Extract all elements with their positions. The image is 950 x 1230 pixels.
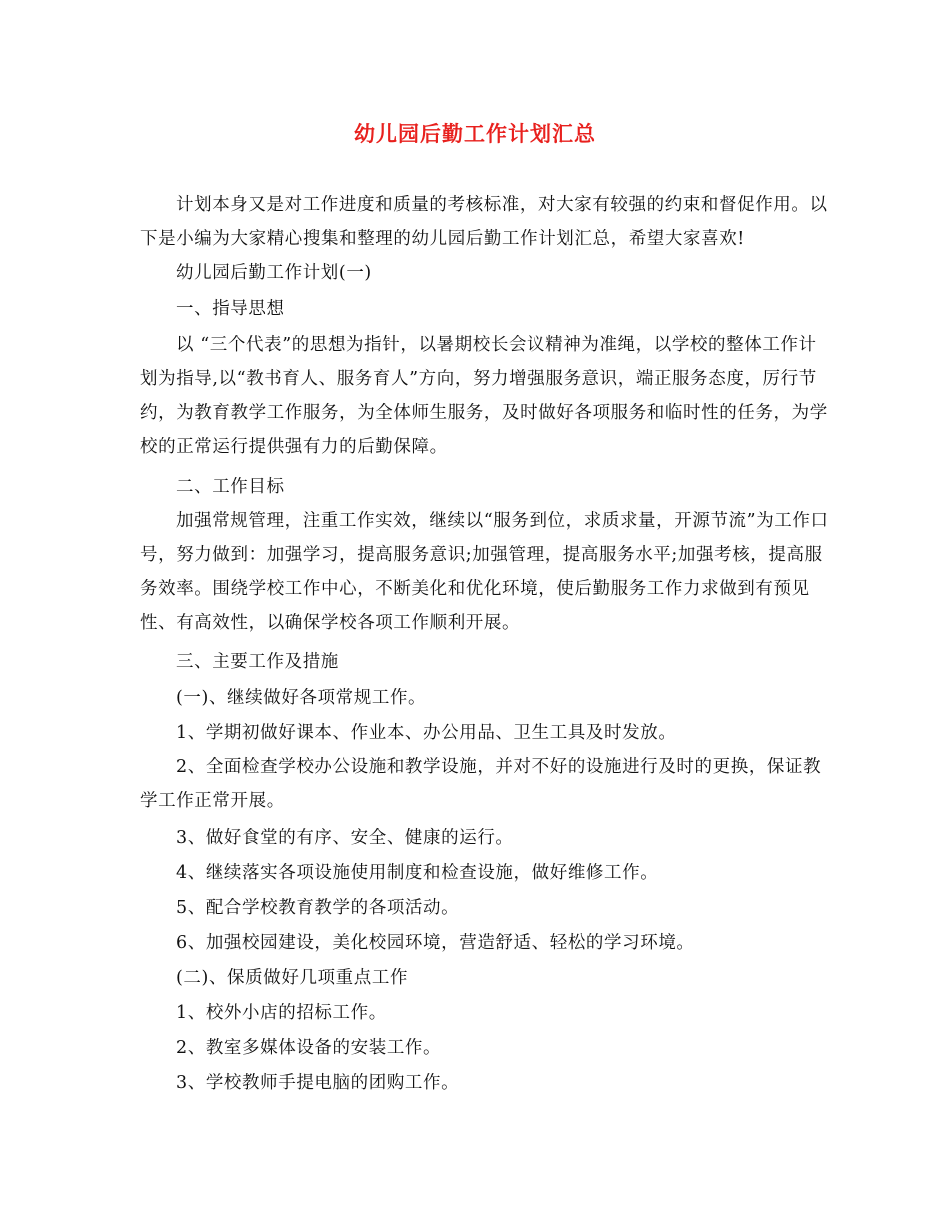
list-item: 2、教室多媒体设备的安装工作。 [176,1038,442,1058]
list-item: 2、全面检查学校办公设施和教学设施，并对不好的设施进行及时的更换，保证教学工作正常开展。 [140,757,822,811]
subsection-1-heading: (一)、继续做好各项常规工作。 [176,688,427,708]
list-item: 5、配合学校教育教学的各项活动。 [176,898,460,918]
list-item: 4、继续落实各项设施使用制度和检查设施，做好维修工作。 [176,863,659,883]
list-item: 3、学校教师手提电脑的团购工作。 [176,1073,460,1093]
list-item: 6、加强校园建设，美化校园环境，营造舒适、轻松的学习环境。 [176,933,695,953]
list-item: 1、校外小店的招标工作。 [176,1003,387,1023]
intro-paragraph: 计划本身又是对工作进度和质量的考核标准，对大家有较强的约束和督促作用。以下是小编为大家精心搜集和整理的幼儿园后勤工作计划汇总，希望大家喜欢! [140,195,828,249]
page-title: 幼儿园后勤工作计划汇总 [354,122,596,146]
section-2-body: 加强常规管理，注重工作实效，继续以“服务到位，求质求量，开源节流”为工作口号，努力做到：加强学习，提高服务意识;加强管理，提高服务水平;加强考核，提高服务效率。围绕学校工作中心，不断美化和优化环境，使后勤服务工作力求做到有预见性、有高效性，以确保学校各项工作顺利开展。 [140,511,829,633]
plan-heading: 幼儿园后勤工作计划(一) [176,263,372,283]
list-item: 3、做好食堂的有序、安全、健康的运行。 [176,828,514,848]
subsection-2-heading: (二)、保质做好几项重点工作 [176,968,409,988]
section-1-heading: 一、指导思想 [176,299,285,319]
list-item: 1、学期初做好课本、作业本、办公用品、卫生工具及时发放。 [176,723,677,743]
section-2-heading: 二、工作目标 [176,477,285,497]
section-3-heading: 三、主要工作及措施 [176,652,339,672]
section-1-body: 以 “三个代表”的思想为指针，以暑期校长会议精神为准绳，以学校的整体工作计划为指导,以“教书育人、服务育人”方向，努力增强服务意识，端正服务态度，厉行节约，为教育教学工作服务，为全体师生服务，及时做好各项服务和临时性的任务，为学校的正常运行提供强有力的后勤保障。 [140,335,828,457]
